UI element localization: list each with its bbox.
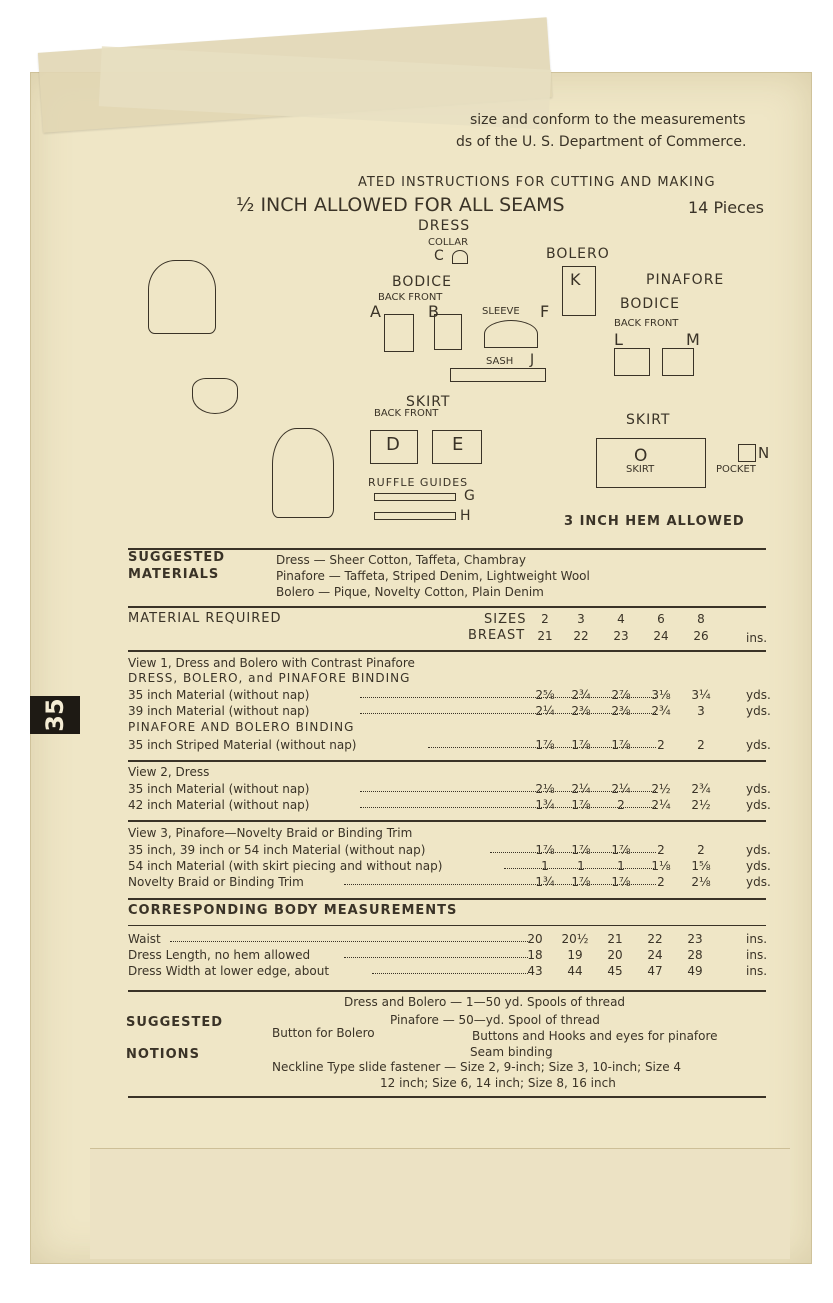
pinafore-skirt-piece: [596, 438, 706, 488]
rule: [128, 650, 766, 652]
breast-value: 22: [573, 629, 589, 643]
pinafore-letter-l: L: [614, 330, 623, 349]
bolero-label: BOLERO: [546, 246, 610, 262]
sash-piece: [450, 368, 546, 382]
pinafore-bodice-label: BODICE: [620, 296, 680, 312]
sash-label: SASH: [486, 356, 514, 367]
rule: [128, 898, 766, 900]
view1-sub2: PINAFORE AND BOLERO BINDING: [128, 720, 355, 734]
ins-unit: ins.: [746, 631, 768, 645]
materials-line: Bolero — Pique, Novelty Cotton, Plain Denim: [276, 585, 544, 599]
sleeve-letter: F: [540, 302, 550, 321]
rule: [128, 760, 766, 762]
materials-line: Pinafore — Taffeta, Striped Denim, Lightweight Wool: [276, 569, 590, 583]
materials-label-2: MATERIALS: [128, 567, 220, 582]
breast-value: 26: [693, 629, 709, 643]
collar-label: COLLAR: [428, 237, 469, 248]
ruffle-letter-g: G: [464, 488, 475, 504]
sizes-label: SIZES: [484, 612, 527, 627]
size-value: 3: [577, 612, 585, 626]
rule: [128, 1096, 766, 1098]
pinafore-illustration: [272, 428, 334, 518]
sleeve-piece: [484, 320, 538, 348]
pocket-piece: [738, 444, 756, 462]
ruffle-letter-h: H: [460, 508, 471, 524]
ruffle-guides-label: RUFFLE GUIDES: [368, 476, 469, 489]
seam-allowance-title: ½ INCH ALLOWED FOR ALL SEAMS: [236, 194, 565, 216]
breast-label: BREAST: [468, 628, 526, 643]
notions-line: 12 inch; Size 6, 14 inch; Size 8, 16 inch: [380, 1076, 616, 1090]
rule: [128, 820, 766, 822]
dress-illustration: [148, 260, 216, 334]
size-value: 2: [541, 612, 549, 626]
size-value: 4: [617, 612, 625, 626]
rule: [128, 606, 766, 608]
dress-label: DRESS: [418, 218, 471, 234]
notions-line: Button for Bolero: [272, 1026, 375, 1040]
bolero-letter: K: [570, 270, 581, 289]
bodice-back-front: BACK FRONT: [378, 292, 443, 303]
bolero-illustration: [192, 378, 238, 414]
breast-value: 23: [613, 629, 629, 643]
material-required-label: MATERIAL REQUIRED: [128, 611, 282, 626]
pinafore-back-piece: [614, 348, 650, 376]
pocket-label: POCKET: [716, 464, 756, 475]
body-measurements-title: CORRESPONDING BODY MEASUREMENTS: [128, 903, 458, 918]
ruffle-g-piece: [374, 493, 456, 501]
pinafore-skirt-letter: O: [634, 446, 648, 466]
pinafore-skirt-label: SKIRT: [626, 412, 671, 428]
pocket-letter: N: [758, 444, 770, 462]
pieces-count: 14 Pieces: [688, 198, 765, 217]
notions-line: Seam binding: [470, 1045, 553, 1059]
rule: [128, 925, 766, 926]
sash-letter: J: [530, 352, 535, 368]
header-line-3: ATED INSTRUCTIONS FOR CUTTING AND MAKING: [358, 175, 716, 190]
header-line-1: size and conform to the measurements: [470, 112, 746, 128]
breast-value: 21: [537, 629, 553, 643]
bodice-label: BODICE: [392, 274, 452, 290]
skirt-letter-d: D: [386, 434, 400, 455]
view2-title: View 2, Dress: [128, 765, 210, 779]
breast-value: 24: [653, 629, 669, 643]
pinafore-label: PINAFORE: [646, 272, 725, 288]
bodice-back-piece: [384, 314, 414, 352]
materials-label-1: SUGGESTED: [128, 550, 226, 565]
notions-line: Pinafore — 50—yd. Spool of thread: [390, 1013, 600, 1027]
skirt-letter-e: E: [452, 434, 464, 455]
rule: [128, 990, 766, 992]
collar-letter: C: [434, 248, 444, 264]
notions-label-2: NOTIONS: [126, 1047, 200, 1062]
ruffle-h-piece: [374, 512, 456, 520]
notions-label-1: SUGGESTED: [126, 1015, 224, 1030]
view1-sub1: DRESS, BOLERO, and PINAFORE BINDING: [128, 671, 411, 685]
bodice-letter-b: B: [428, 302, 439, 321]
view3-title: View 3, Pinafore—Novelty Braid or Binding Trim: [128, 826, 413, 840]
size-value: 8: [697, 612, 705, 626]
pinafore-front-piece: [662, 348, 694, 376]
view1-title: View 1, Dress and Bolero with Contrast Pinafore: [128, 656, 415, 670]
notions-line: Buttons and Hooks and eyes for pinafore: [472, 1029, 718, 1043]
side-badge: 35: [30, 696, 80, 734]
collar-piece: [452, 250, 468, 264]
materials-line: Dress — Sheer Cotton, Taffeta, Chambray: [276, 553, 526, 567]
pinafore-skirt-inner-label: SKIRT: [626, 464, 655, 475]
bodice-letter-a: A: [370, 302, 381, 321]
hem-allowed: 3 INCH HEM ALLOWED: [564, 514, 745, 529]
sleeve-label: SLEEVE: [482, 306, 520, 317]
pinafore-back-front: BACK FRONT: [614, 318, 679, 329]
size-value: 6: [657, 612, 665, 626]
notions-line: Neckline Type slide fastener — Size 2, 9-inch; Size 3, 10-inch; Size 4: [272, 1060, 682, 1074]
header-line-2: ds of the U. S. Department of Commerce.: [456, 134, 747, 150]
envelope-flap: [90, 1148, 790, 1259]
pinafore-letter-m: M: [686, 330, 700, 349]
skirt-back-front: BACK FRONT: [374, 408, 439, 419]
notions-line: Dress and Bolero — 1—50 yd. Spools of thread: [344, 995, 626, 1009]
skirt-label: SKIRT: [406, 394, 451, 410]
bodice-front-piece: [434, 314, 462, 350]
